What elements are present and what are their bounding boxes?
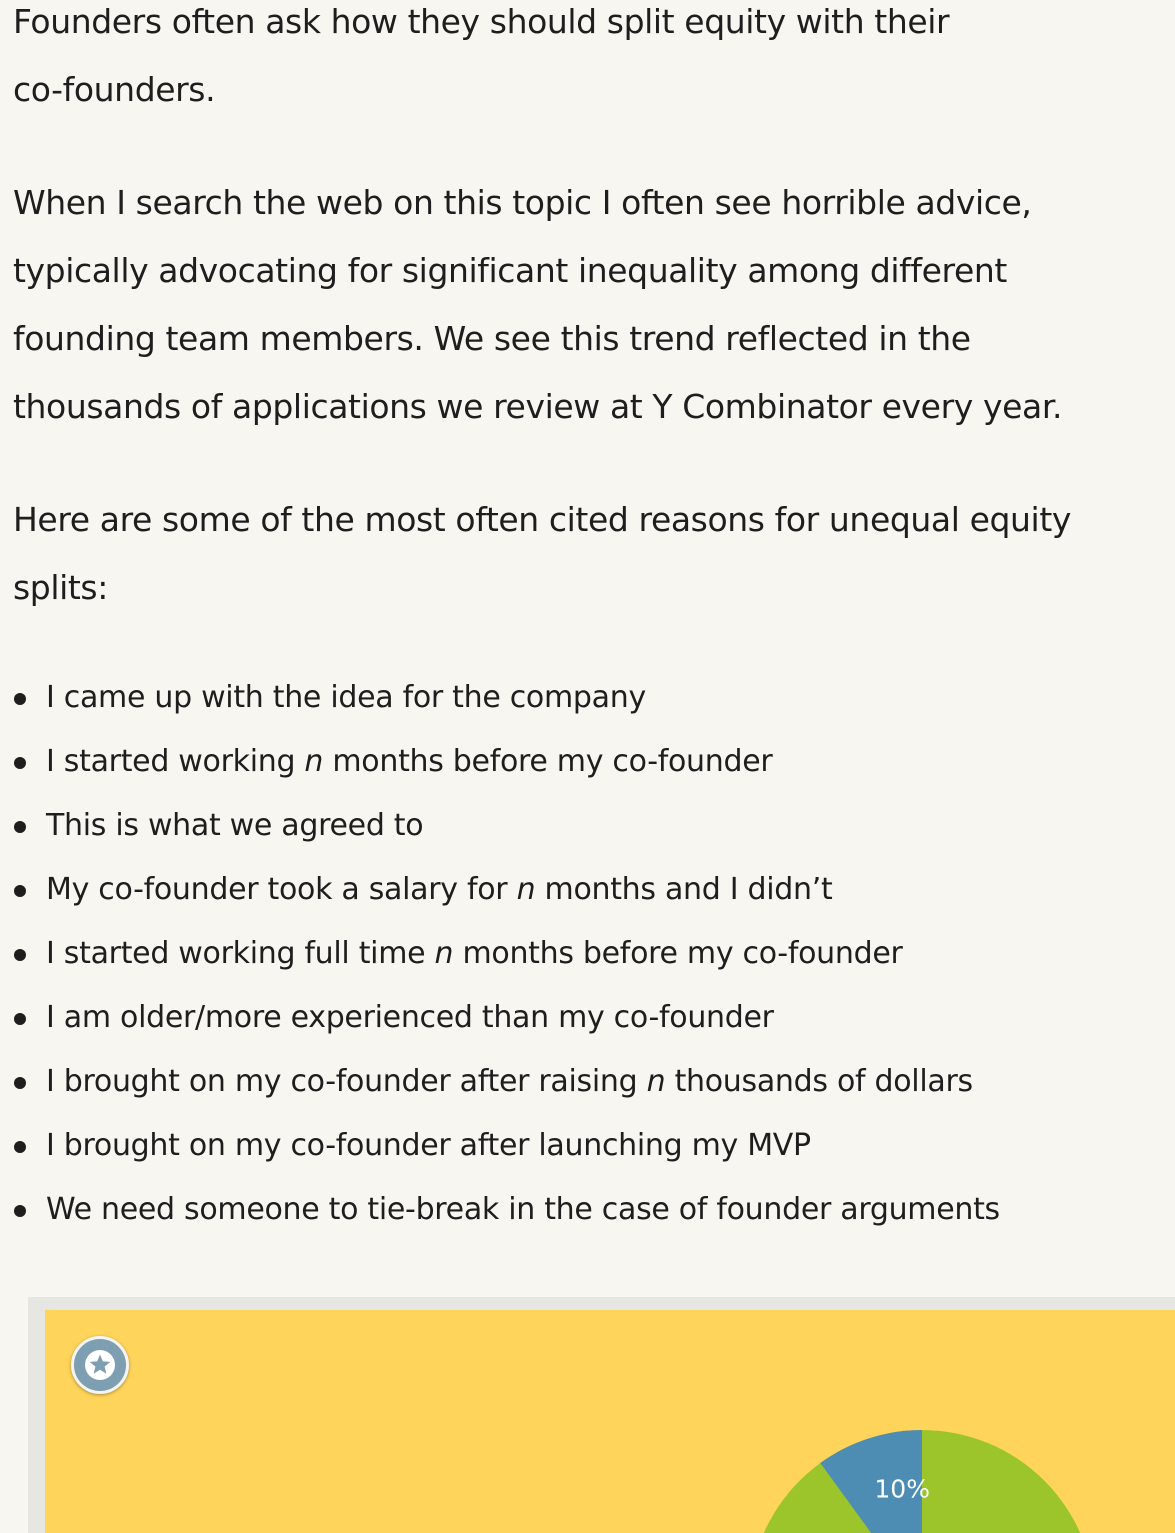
- reason-item: I came up with the idea for the company: [13, 666, 1000, 730]
- observation-line: thousands of applications we review at Y Combinator every year.: [13, 387, 1063, 426]
- observation-line: When I search the web on this topic I often see horrible advice,: [13, 183, 1032, 222]
- reasons-lead-paragraph: [13, 486, 1071, 622]
- reasons-lead-line: Here are some of the most often cited reasons for unequal equity: [13, 500, 1071, 539]
- intro-line: Founders often ask how they should split equity with their: [13, 2, 950, 41]
- reasons-lead-line: splits:: [13, 568, 108, 607]
- favorite-button[interactable]: [71, 1336, 129, 1394]
- intro-line: co-founders.: [13, 70, 216, 109]
- star-icon: [74, 1339, 126, 1391]
- pie-slice-label: 10%: [874, 1474, 930, 1504]
- reason-item: I am older/more experienced than my co-founder: [13, 986, 1000, 1050]
- reason-item: This is what we agreed to: [13, 794, 1000, 858]
- reason-item: We need someone to tie-break in the case of founder arguments: [13, 1178, 1000, 1242]
- reason-item: I started working full time n months before my co-founder: [13, 922, 1000, 986]
- reason-item: I started working n months before my co-founder: [13, 730, 1000, 794]
- equity-pie-chart: [45, 1310, 1175, 1533]
- observation-line: typically advocating for significant inequality among different: [13, 251, 1007, 290]
- reason-item: I brought on my co-founder after raising n thousands of dollars: [13, 1050, 1000, 1114]
- reason-item: My co-founder took a salary for n months and I didn’t: [13, 858, 1000, 922]
- reasons-list: [13, 666, 1000, 1242]
- equity-figure: [45, 1310, 1175, 1533]
- observation-paragraph: [13, 169, 1062, 441]
- intro-paragraph: [13, 0, 949, 124]
- reason-item: I brought on my co-founder after launching my MVP: [13, 1114, 1000, 1178]
- observation-line: founding team members. We see this trend reflected in the: [13, 319, 971, 358]
